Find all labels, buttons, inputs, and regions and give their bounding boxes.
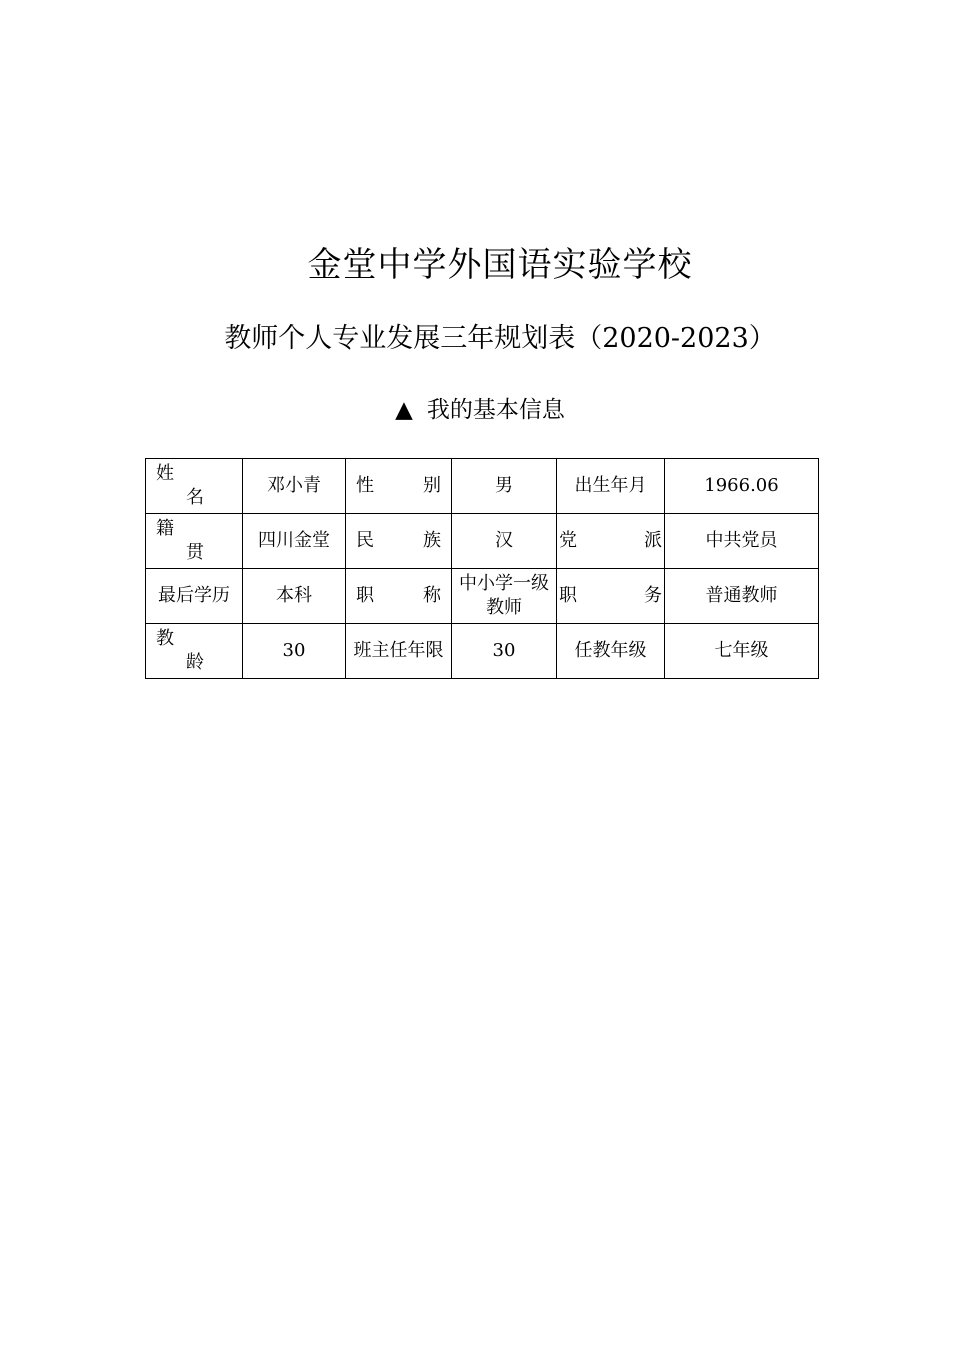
triangle-icon: ▲ [395, 397, 413, 423]
name-label-second: 名 [186, 487, 204, 508]
gender-value: 男 [452, 459, 557, 514]
ethnicity-label-first: 民 [356, 530, 374, 551]
title-value-cell [452, 569, 557, 624]
native-label-cell [146, 514, 243, 569]
gender-label-first: 性 [356, 475, 374, 496]
native-label-first: 籍 [156, 518, 174, 539]
gender-label-cell [346, 459, 452, 514]
ethnicity-label-second: 族 [423, 530, 441, 551]
table-row [146, 459, 819, 514]
gender-label-second: 别 [423, 475, 441, 496]
name-label-first: 姓 [156, 463, 174, 484]
basic-info-table [145, 458, 819, 679]
headteacher-years-label: 班主任年限 [346, 624, 452, 679]
party-label-second: 派 [644, 530, 662, 551]
birth-value: 1966.06 [665, 459, 819, 514]
table-row [146, 514, 819, 569]
section-title: 我的基本信息 [426, 397, 565, 423]
title-label-second: 称 [423, 585, 441, 606]
name-value: 邓小青 [243, 459, 346, 514]
native-value: 四川金堂 [243, 514, 346, 569]
ethnicity-value: 汉 [452, 514, 557, 569]
teaching-age-label-second: 龄 [186, 652, 204, 673]
party-value: 中共党员 [665, 514, 819, 569]
position-value: 普通教师 [665, 569, 819, 624]
education-label: 最后学历 [146, 569, 243, 624]
teaching-age-label-cell [146, 624, 243, 679]
plan-title: 教师个人专业发展三年规划表（2020-2023） [224, 323, 776, 354]
table-row [146, 569, 819, 624]
section-heading-basic-info [0, 390, 960, 430]
party-label-first: 党 [559, 530, 577, 551]
position-label-second: 务 [644, 585, 662, 606]
position-label-cell [557, 569, 665, 624]
grade-value: 七年级 [665, 624, 819, 679]
teaching-age-value: 30 [243, 624, 346, 679]
native-label-second: 贯 [186, 542, 204, 563]
ethnicity-label-cell [346, 514, 452, 569]
title-label-cell [346, 569, 452, 624]
grade-label: 任教年级 [557, 624, 665, 679]
birth-label: 出生年月 [557, 459, 665, 514]
education-value: 本科 [243, 569, 346, 624]
title-label-first: 职 [356, 585, 374, 606]
name-label-cell [146, 459, 243, 514]
headteacher-years-value: 30 [452, 624, 557, 679]
title-value-line-1: 中小学一级 [459, 573, 549, 594]
party-label-cell [557, 514, 665, 569]
title-value-line-2: 教师 [486, 597, 522, 618]
teaching-age-label-first: 教 [156, 628, 174, 649]
school-name: 金堂中学外国语实验学校 [307, 245, 693, 285]
position-label-first: 职 [559, 585, 577, 606]
table-row [146, 624, 819, 679]
